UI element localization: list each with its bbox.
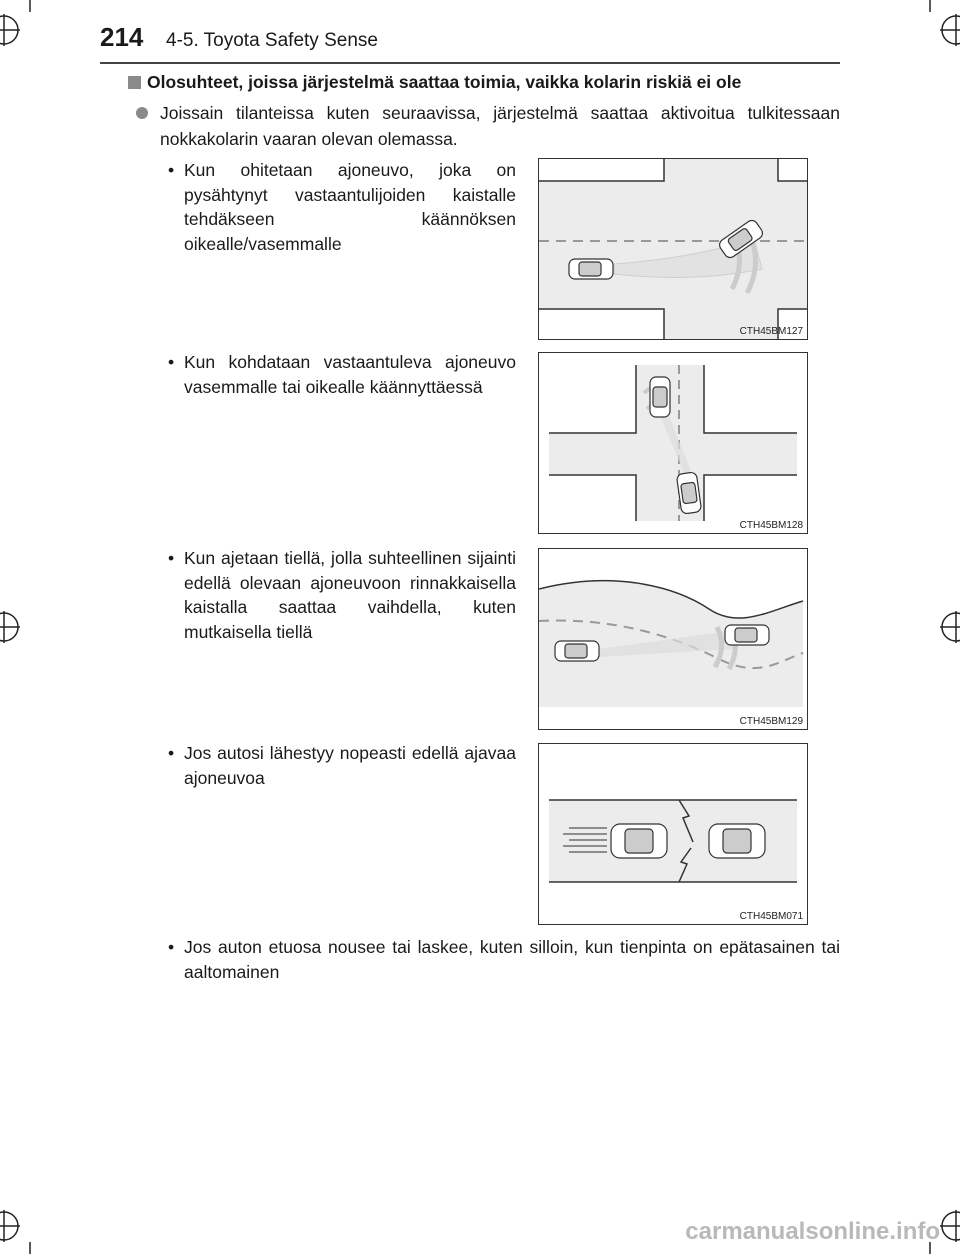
figure-code: CTH45BM129 <box>739 716 803 727</box>
header-rule <box>100 62 840 64</box>
figure-curved-road <box>538 548 808 730</box>
figure-illustration <box>539 549 807 729</box>
bullet-text: Kun ajetaan tiellä, jolla suhteellinen sijainti edellä olevaan ajoneuvoon rinnakkaisella kaistalla saattaa vaihdella, kuten mutkaisella tiellä <box>184 548 516 642</box>
figure-code: CTH45BM071 <box>739 911 803 922</box>
figure-passing-stopped-vehicle <box>538 158 808 340</box>
bullet-item: • Jos autosi lähestyy nopeasti edellä ajavaa ajoneuvoa <box>168 741 516 790</box>
bullet-text: Jos autosi lähestyy nopeasti edellä ajavaa ajoneuvoa <box>184 743 516 788</box>
watermark: carmanualsonline.info <box>685 1218 940 1245</box>
subsection-heading <box>128 72 848 93</box>
intro-paragraph <box>136 100 840 152</box>
figure-oncoming-turning <box>538 352 808 534</box>
bullet-text: Jos auton etuosa nousee tai laskee, kuten silloin, kun tienpinta on epätasainen tai aaltomainen <box>184 937 840 982</box>
figure-illustration <box>539 159 807 339</box>
figure-code: CTH45BM127 <box>739 326 803 337</box>
figure-approaching-vehicle <box>538 743 808 925</box>
bullet-item: • Kun kohdataan vastaantuleva ajoneuvo vasemmalle tai oikealle käännyttäessä <box>168 350 516 399</box>
round-bullet-icon <box>136 107 148 119</box>
section-title: 4-5. Toyota Safety Sense <box>166 30 378 51</box>
heading-text: Olosuhteet, joissa järjestelmä saattaa toimia, vaikka kolarin riskiä ei ole <box>147 72 742 92</box>
bullet-item: • Jos auton etuosa nousee tai laskee, kuten silloin, kun tienpinta on epätasainen tai aaltomainen <box>168 935 840 984</box>
bullet-text: Kun kohdataan vastaantuleva ajoneuvo vasemmalle tai oikealle käännyttäessä <box>184 352 516 397</box>
square-bullet-icon <box>128 76 141 89</box>
bullet-item: • Kun ohitetaan ajoneuvo, joka on pysähtynyt vastaantulijoiden kaistalle tehdäkseen käännöksen oikealle/vasemmalle <box>168 158 516 256</box>
bullet-text: Kun ohitetaan ajoneuvo, joka on pysähtynyt vastaantulijoiden kaistalle tehdäkseen käännöksen oikealle/vasemmalle <box>184 160 516 254</box>
bullet-item: • Kun ajetaan tiellä, jolla suhteellinen sijainti edellä olevaan ajoneuvoon rinnakkaisella kaistalla saattaa vaihdella, kuten mutkaisella tiellä <box>168 546 516 644</box>
figure-code: CTH45BM128 <box>739 520 803 531</box>
figure-illustration <box>539 353 807 533</box>
intro-text: Joissain tilanteissa kuten seuraavissa, järjestelmä saattaa aktivoitua tulkitessaan nokkakolarin vaaran olevan olemassa. <box>160 103 840 149</box>
figure-illustration <box>539 744 807 924</box>
page-number: 214 <box>100 22 144 52</box>
